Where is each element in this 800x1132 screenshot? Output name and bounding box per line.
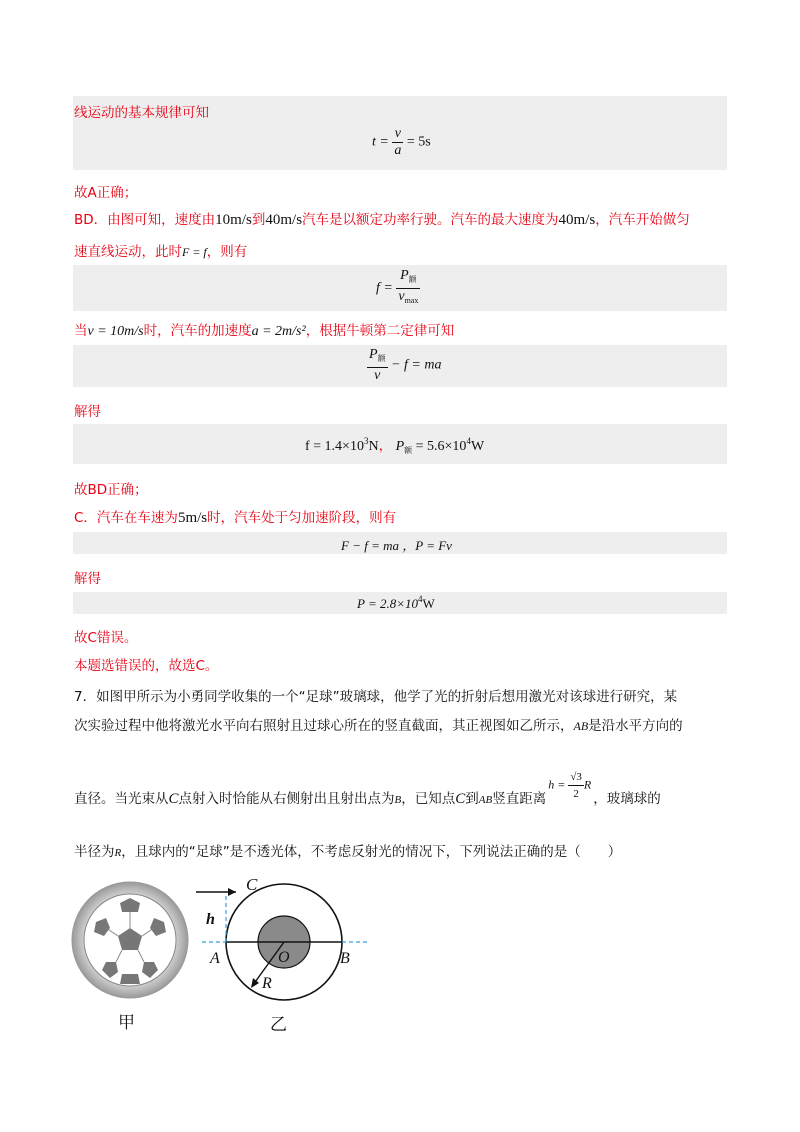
text-bd-line2: 速直线运动，此时F = f，则有 bbox=[74, 244, 248, 260]
label-R: R bbox=[262, 975, 272, 992]
label-yi: 乙 bbox=[270, 1015, 287, 1034]
formula-results: $f = 1.4\times 10^3N$， $P_额 = 5.6\times 10^4W$ bbox=[305, 436, 485, 455]
label-C: C bbox=[246, 875, 258, 894]
text-answer: 本题选错误的，故选C。 bbox=[74, 658, 219, 674]
glass-ball-jia bbox=[72, 882, 188, 998]
formula-accel-phase: F − f = ma ，P = Fv bbox=[341, 538, 452, 553]
label-h: h bbox=[206, 911, 215, 928]
text-bd-correct: 故BD正确； bbox=[74, 482, 148, 498]
label-jia: 甲 bbox=[118, 1013, 135, 1032]
text-solve-2: 解得 bbox=[74, 571, 101, 587]
text-when-line: 当v = 10m/s时，汽车的加速度a = 2m/s²，根据牛顿第二定律可知 bbox=[74, 323, 455, 339]
label-B: B bbox=[340, 950, 350, 967]
formula-power: $P = 2.8\times 10^4W$ bbox=[357, 594, 435, 611]
text-solve-1: 解得 bbox=[74, 404, 101, 420]
text-a-correct: 故A正确； bbox=[74, 185, 138, 201]
question-line-4: 半径为R，且球内的“足球”是不透光体，不考虑反射光的情况下，下列说法正确的是（ ） bbox=[74, 844, 622, 860]
formula-time: t = $\frac{v}{a}$ = 5s bbox=[372, 126, 431, 158]
text-c-wrong: 故C错误。 bbox=[74, 630, 138, 646]
cross-section-yi bbox=[196, 884, 368, 1000]
formula-newton: $\frac{P_额}{v}$ − f = ma bbox=[369, 347, 442, 383]
question-line-3: 直径。当光束从C点射入时恰能从右侧射出且射出点为$_B$，已知点C到$_{AB}$竖直距离h = $\frac{√3}{2}$ R，玻璃球的 bbox=[74, 771, 661, 807]
text-bd-line1: BD．由图可知，速度由10m/s到40m/s汽车是以额定功率行驶。汽车的最大速度为40m/s，汽车开始做匀 bbox=[74, 212, 690, 228]
text-line-intro: 线运动的基本规律可知 bbox=[74, 105, 209, 121]
label-A: A bbox=[210, 950, 220, 967]
question-line-1: 7．如图甲所示为小勇同学收集的一个“足球”玻璃球，他学了光的折射后想用激光对该球进行研究，某 bbox=[74, 689, 678, 705]
label-O: O bbox=[278, 949, 290, 966]
question-line-2: 次实验过程中他将激光水平向右照射且过球心所在的竖直截面，其正视图如乙所示，AB是沿水平方向的 bbox=[74, 718, 683, 734]
question-figure bbox=[60, 870, 380, 1050]
text-c-line: C．汽车在车速为5m/s时，汽车处于匀加速阶段，则有 bbox=[74, 510, 397, 526]
formula-friction: f = $\frac{P_额}{v_{max}}$ bbox=[376, 268, 419, 305]
